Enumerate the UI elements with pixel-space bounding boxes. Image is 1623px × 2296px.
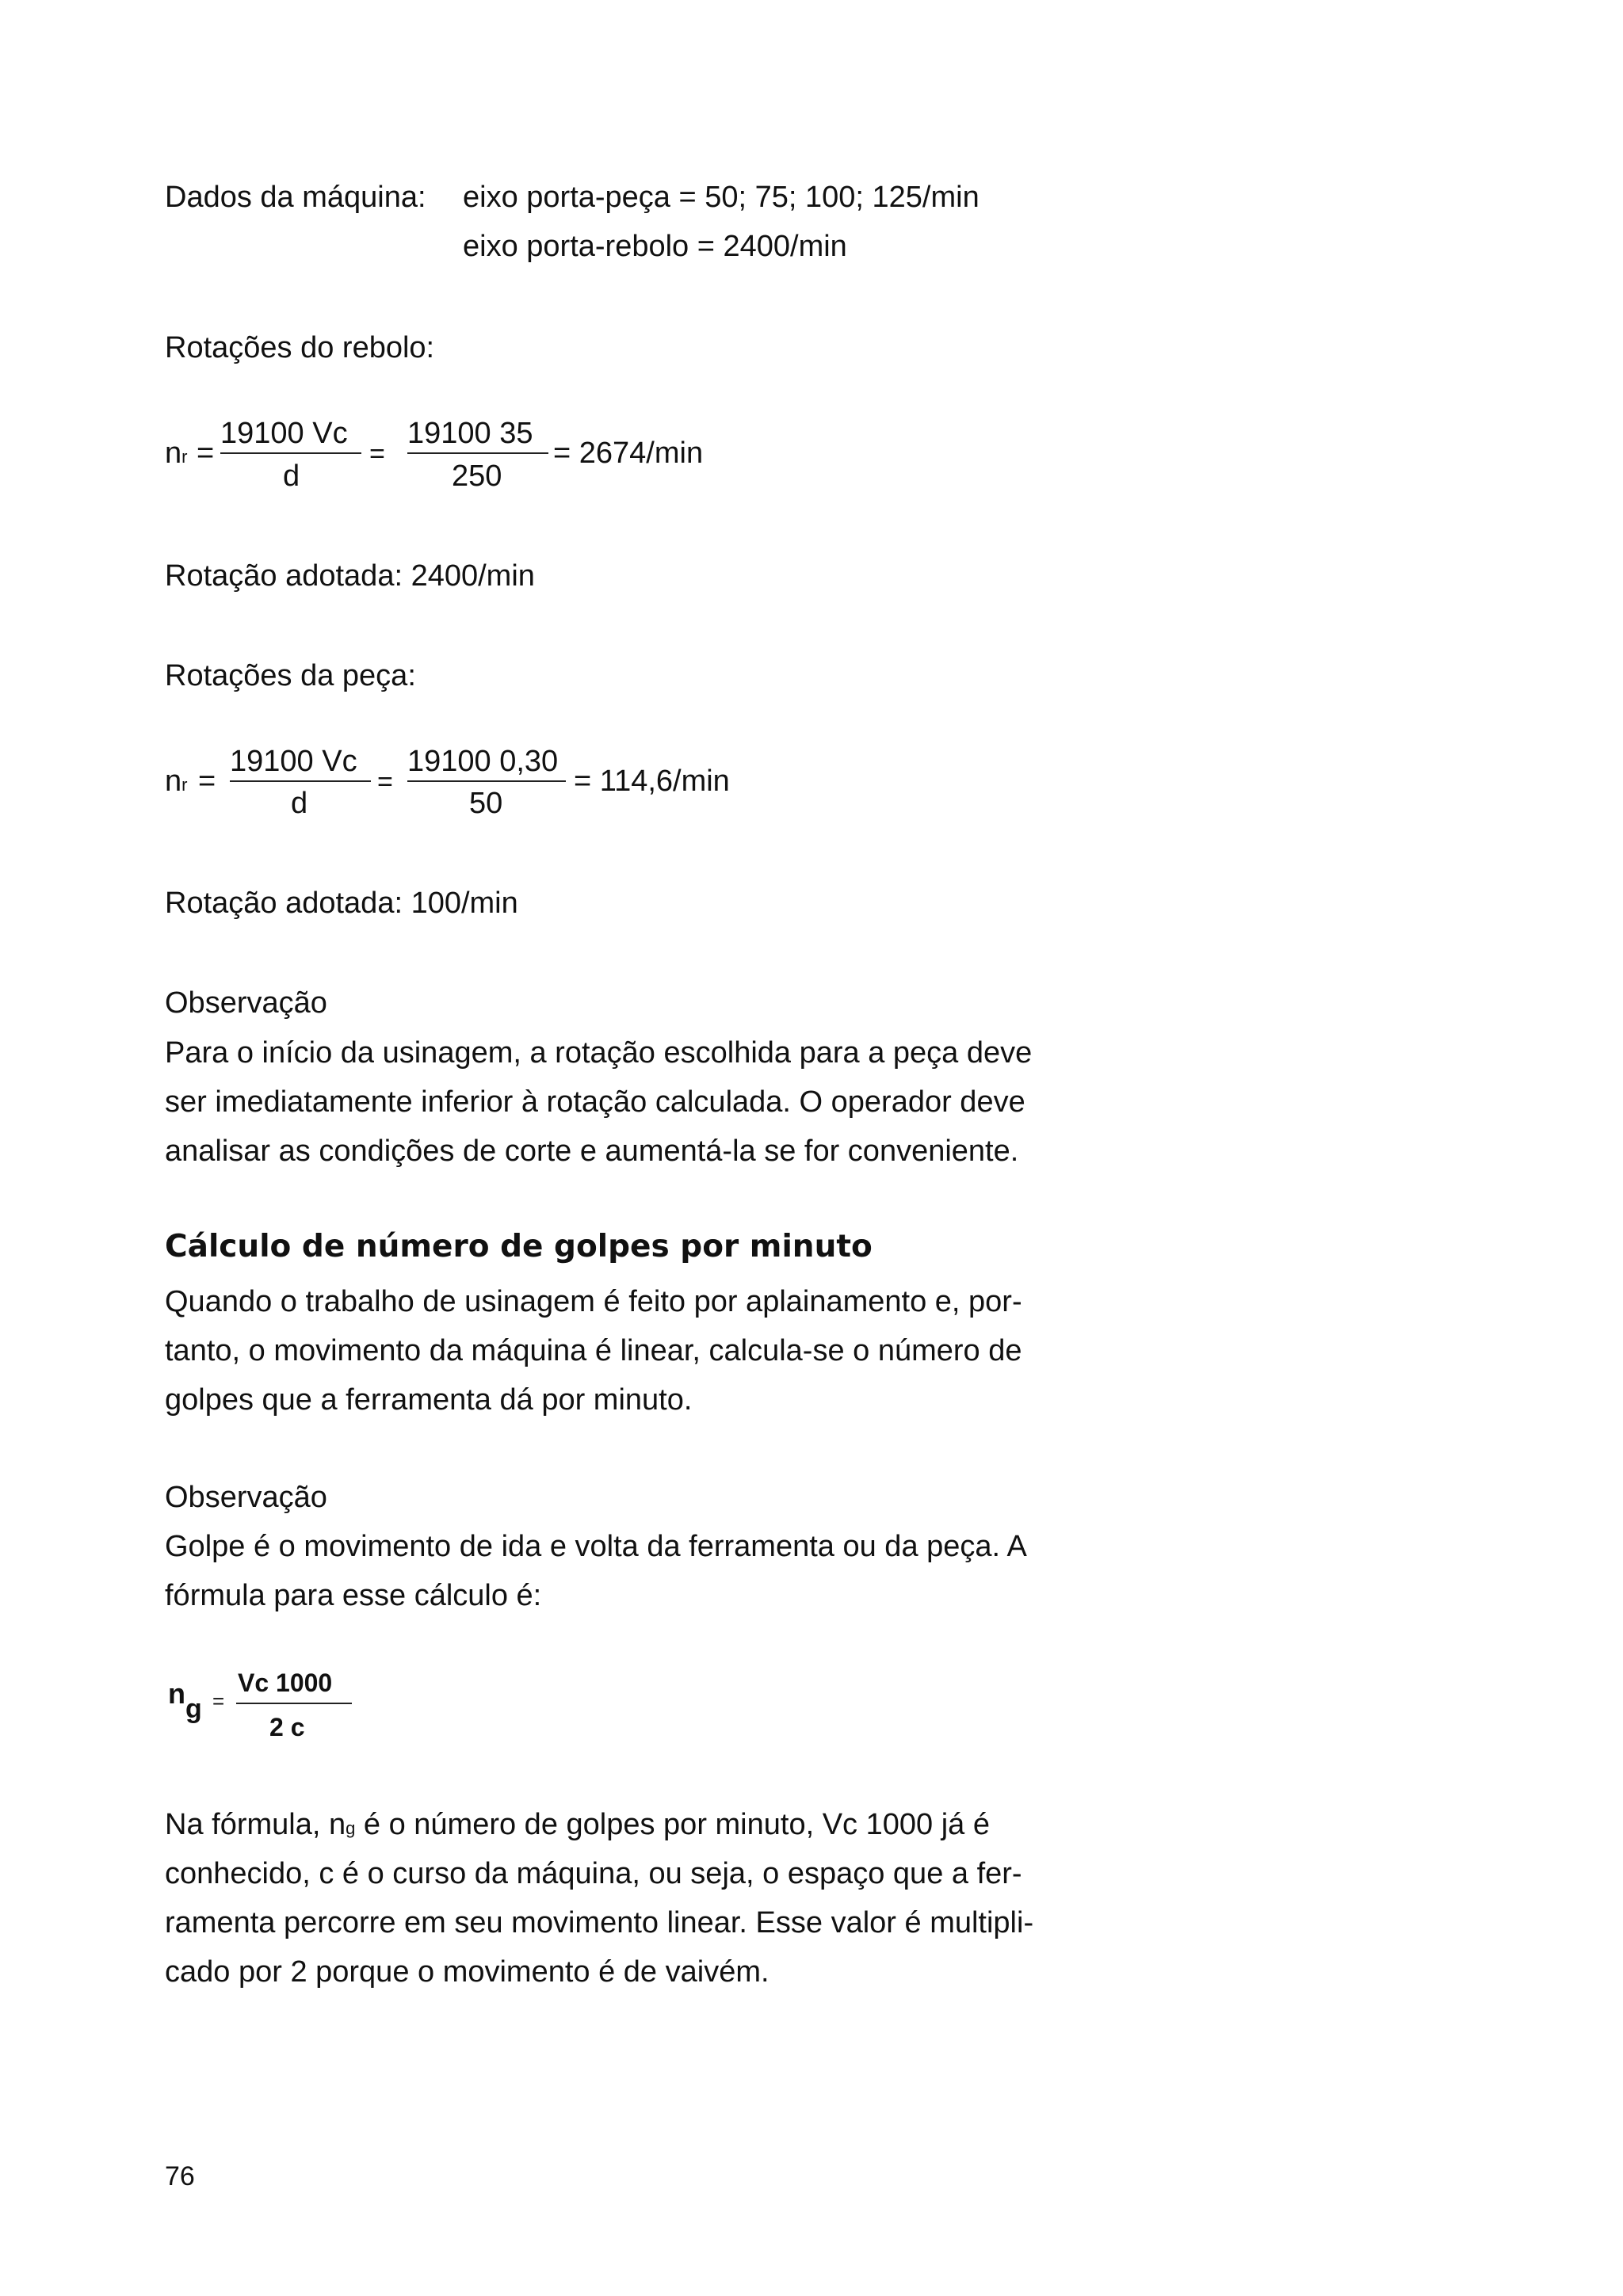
obs1-line-1: Para o início da usinagem, a rotação escolhida para a peça deve [165, 1036, 1033, 1070]
section-line-3: golpes que a ferramenta dá por minuto. [165, 1383, 693, 1417]
rebolo-den-1: d [283, 460, 300, 493]
explanation-line-3: ramenta percorre em seu movimento linear. Esse valor é multipli- [165, 1906, 1034, 1939]
peca-var: nr [165, 765, 188, 798]
rebolo-eq-1: = [197, 437, 215, 470]
machine-data-line-1: eixo porta-peça = 50; 75; 100; 125/min [463, 181, 980, 214]
obs1-title: Observação [165, 986, 327, 1020]
peca-heading: Rotações da peça: [165, 659, 416, 692]
rebolo-result: = 2674/min [553, 437, 704, 470]
rebolo-adopted: Rotação adotada: 2400/min [165, 559, 535, 593]
rebolo-fraction-line-2 [407, 452, 548, 454]
rebolo-num-2: 19100 35 [407, 417, 533, 450]
peca-adopted: Rotação adotada: 100/min [165, 887, 518, 920]
machine-data-line-2: eixo porta-rebolo = 2400/min [463, 230, 847, 263]
peca-den-1: d [291, 787, 308, 820]
peca-eq-1: = [198, 765, 216, 798]
rebolo-den-2: 250 [452, 460, 502, 493]
obs2-title: Observação [165, 1481, 327, 1514]
rebolo-eq-2: = [369, 439, 385, 469]
golpes-num: Vc 1000 [238, 1669, 333, 1697]
obs1-line-2: ser imediatamente inferior à rotação calculada. O operador deve [165, 1085, 1025, 1119]
machine-data-label: Dados da máquina: [165, 181, 426, 214]
peca-fraction-line-1 [230, 780, 371, 782]
peca-var-sub: r [181, 775, 188, 795]
peca-eq-2: = [377, 767, 393, 797]
explanation-line-1: Na fórmula, ng é o número de golpes por minuto, Vc 1000 já é [165, 1808, 990, 1841]
section-title: Cálculo de número de golpes por minuto [165, 1229, 873, 1264]
golpes-eq: = [212, 1689, 225, 1713]
rebolo-var: nr [165, 437, 188, 470]
peca-num-2: 19100 0,30 [407, 745, 559, 778]
obs2-line-1: Golpe é o movimento de ida e volta da ferramenta ou da peça. A [165, 1530, 1027, 1563]
rebolo-num-1: 19100 Vc [220, 417, 348, 450]
golpes-var-sub: g [185, 1694, 202, 1724]
rebolo-var-sub: r [181, 447, 188, 467]
golpes-var: n [168, 1677, 185, 1710]
rebolo-heading: Rotações do rebolo: [165, 331, 435, 364]
page-number: 76 [165, 2161, 195, 2191]
section-line-1: Quando o trabalho de usinagem é feito por aplainamento e, por- [165, 1285, 1022, 1318]
explanation-line-2: conhecido, c é o curso da máquina, ou seja, o espaço que a fer- [165, 1857, 1022, 1890]
peca-fraction-line-2 [407, 780, 566, 782]
golpes-fraction-line [236, 1703, 352, 1704]
section-line-2: tanto, o movimento da máquina é linear, calcula-se o número de [165, 1334, 1022, 1367]
rebolo-fraction-line-1 [220, 452, 361, 454]
peca-den-2: 50 [469, 787, 503, 820]
explanation-line-4: cado por 2 porque o movimento é de vaivém. [165, 1955, 769, 1989]
obs2-line-2: fórmula para esse cálculo é: [165, 1579, 542, 1612]
explanation-sub: g [346, 1818, 356, 1838]
golpes-den: 2 c [269, 1713, 305, 1741]
peca-num-1: 19100 Vc [230, 745, 357, 778]
obs1-line-3: analisar as condições de corte e aumentá-la se for conveniente. [165, 1135, 1019, 1168]
peca-result: = 114,6/min [574, 765, 730, 798]
